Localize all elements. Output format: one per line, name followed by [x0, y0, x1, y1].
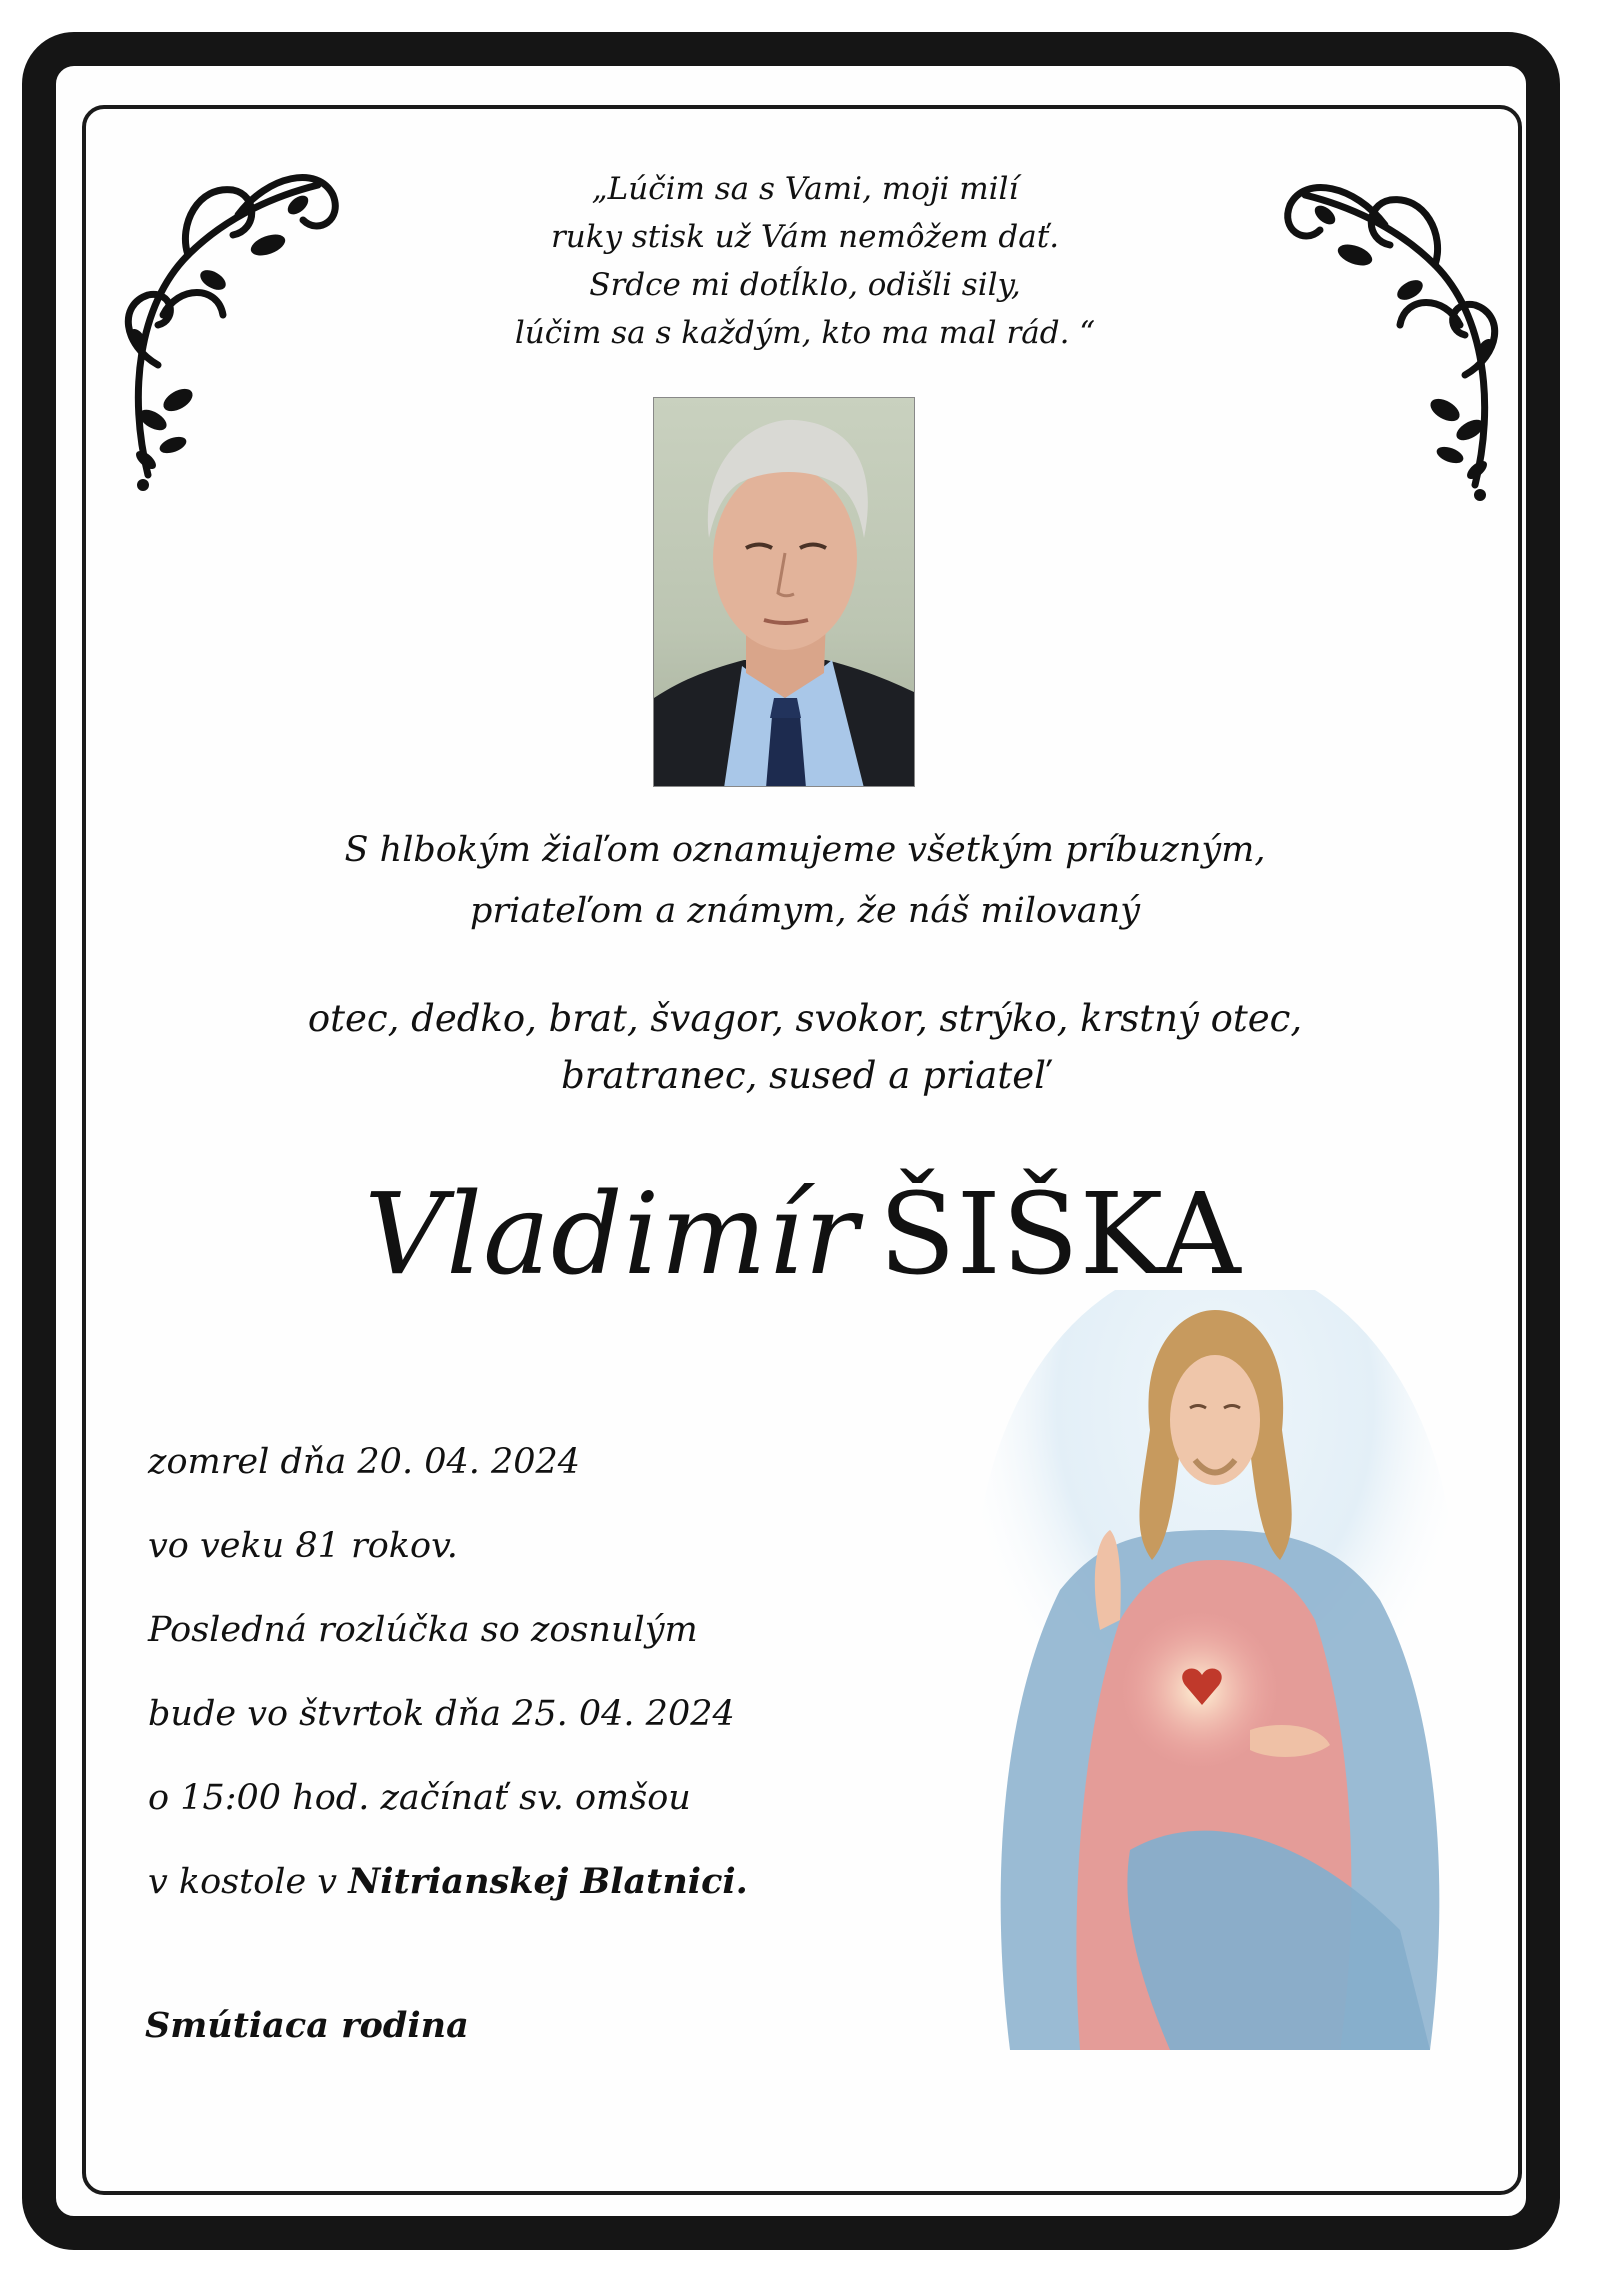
- farewell-poem: [380, 165, 1230, 357]
- floral-ornament-right: [1275, 155, 1505, 515]
- poem-line-3: Srdce mi dotĺklo, odišli sily,: [589, 267, 1021, 303]
- poem-line-4: lúčim sa s každým, kto ma mal rád. “: [514, 315, 1096, 351]
- deceased-name: [0, 1160, 1606, 1310]
- family-signature: Smútiaca rodina: [145, 2005, 469, 2046]
- place-prefix: v kostole v: [148, 1862, 349, 1902]
- relations-line-1: otec, dedko, brat, švagor, svokor, strýko, krstný otec,: [307, 997, 1303, 1040]
- funeral-date: bude vo štvrtok dňa 25. 04. 2024: [148, 1694, 735, 1734]
- announcement-line-1: S hlbokým žiaľom oznamujeme všetkým príbuzným,: [344, 830, 1266, 870]
- deceased-portrait-photo: [653, 397, 915, 787]
- funeral-time: o 15:00 hod. začínať sv. omšou: [148, 1778, 691, 1818]
- poem-line-1: „Lúčim sa s Vami, moji milí: [591, 171, 1019, 207]
- family-relations: [280, 990, 1330, 1104]
- poem-line-2: ruky stisk už Vám nemôžem dať.: [550, 219, 1060, 255]
- date-of-death: zomrel dňa 20. 04. 2024: [148, 1442, 581, 1482]
- funeral-details: [148, 1420, 848, 1924]
- announcement-text: [280, 820, 1330, 942]
- deceased-first-name: Vladimír: [364, 1170, 859, 1300]
- floral-ornament-left: [118, 145, 348, 505]
- age-at-death: vo veku 81 rokov.: [148, 1526, 458, 1566]
- deceased-surname: ŠIŠKA: [878, 1170, 1242, 1300]
- announcement-line-2: priateľom a známym, že náš milovaný: [470, 891, 1140, 931]
- farewell-text: Posledná rozlúčka so zosnulým: [148, 1610, 698, 1650]
- funeral-place: [148, 1840, 848, 1924]
- sacred-heart-image: [970, 1290, 1460, 2050]
- relations-line-2: bratranec, sused a priateľ: [561, 1054, 1049, 1097]
- place-name: Nitrianskej Blatnici.: [348, 1861, 748, 1902]
